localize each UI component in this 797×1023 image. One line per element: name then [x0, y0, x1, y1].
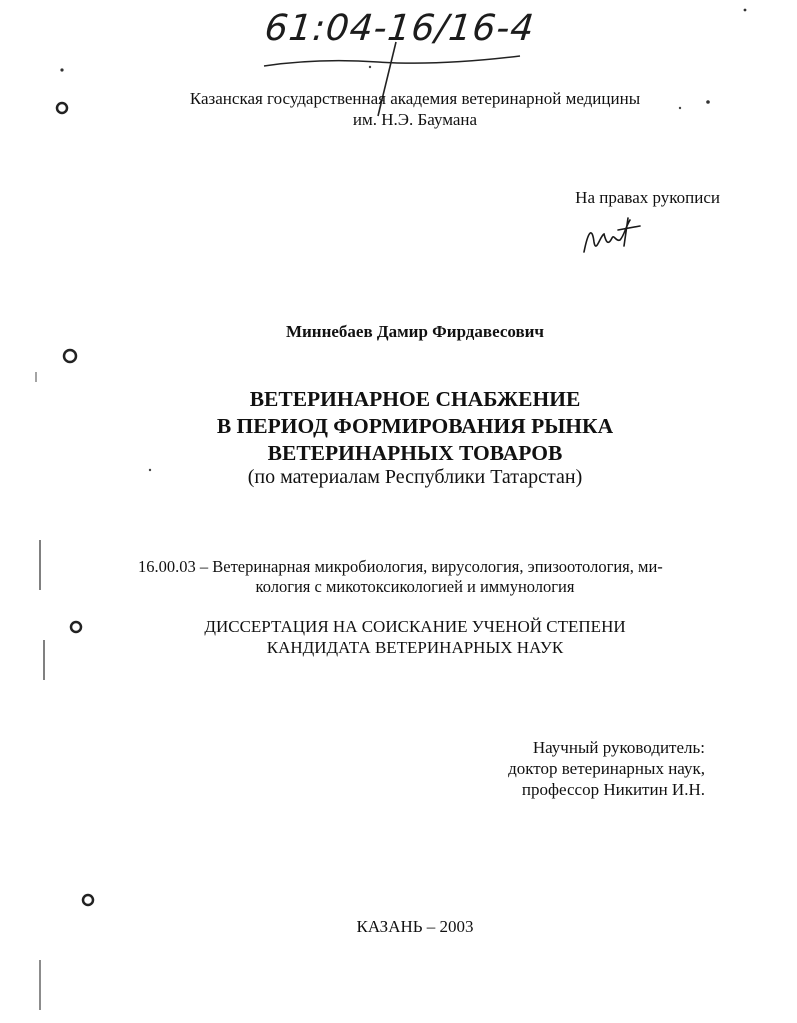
archive-code-handwritten: 61:04-16/16-4	[262, 8, 537, 49]
title-line-3: ВЕТЕРИНАРНЫХ ТОВАРОВ	[267, 441, 563, 465]
advisor-line-1: Научный руководитель:	[532, 738, 705, 757]
city-year: КАЗАНЬ – 2003	[356, 917, 474, 936]
degree-line-1: ДИССЕРТАЦИЯ НА СОИСКАНИЕ УЧЕНОЙ СТЕПЕНИ	[204, 617, 626, 636]
title-subtitle: (по материалам Республики Татарстан)	[247, 466, 583, 488]
advisor-line-2: доктор ветеринарных наук,	[508, 759, 705, 778]
punch-hole-mark	[83, 895, 93, 905]
author-name: Миннебаев Дамир Фирдавесович	[285, 322, 545, 341]
punch-hole-mark	[71, 622, 81, 632]
advisor-line-3: профессор Никитин И.Н.	[521, 780, 705, 799]
rights-note: На правах рукописи	[575, 188, 720, 207]
punch-hole-mark	[57, 103, 67, 113]
title-line-1: ВЕТЕРИНАРНОЕ СНАБЖЕНИЕ	[249, 387, 581, 411]
specialty-line-1: 16.00.03 – Ветеринарная микробиология, вирусология, эпизоотология, ми-	[138, 557, 663, 576]
specialty-line-2: кология с микотоксикологией и иммунология	[255, 577, 575, 596]
institution-line-1: Казанская государственная академия ветеринарной медицины	[189, 89, 641, 108]
degree-line-2: КАНДИДАТА ВЕТЕРИНАРНЫХ НАУК	[266, 638, 564, 657]
institution-line-2: им. Н.Э. Баумана	[352, 110, 478, 129]
punch-hole-mark	[64, 350, 76, 362]
title-line-2: В ПЕРИОД ФОРМИРОВАНИЯ РЫНКА	[216, 414, 614, 438]
